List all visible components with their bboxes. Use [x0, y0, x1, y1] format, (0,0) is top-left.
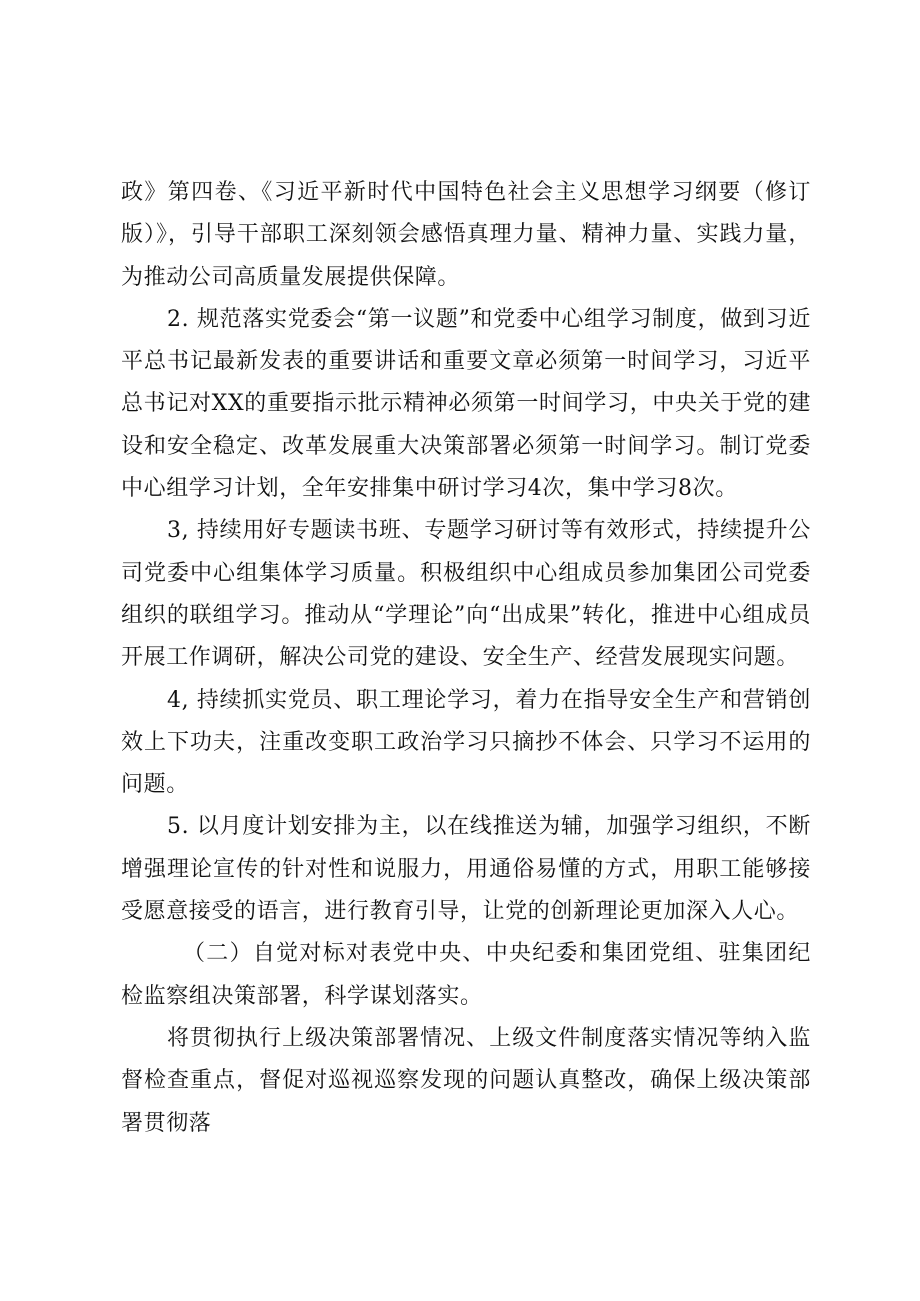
- section-heading: （二）自觉对标对表党中央、中央纪委和集团党组、驻集团纪检监察组决策部署，科学谋划落实。: [121, 941, 811, 1009]
- paragraph-item-5: 5. 以月度计划安排为主，以在线推送为辅，加强学习组织，不断增强理论宣传的针对性和说服力，用通俗易懂的方式，用职工能够接受愿意接受的语言，进行教育引导，让党的创新理论更加深入人心。: [121, 814, 811, 925]
- paragraph-item-2: 2. 规范落实党委会“第一议题”和党委中心组学习制度，做到习近平总书记最新发表的重要讲话和重要文章必须第一时间学习，习近平总书记对XX的重要指示批示精神必须第一时间学习，中央关于党的建设和安全稳定、改革发展重大决策部署必须第一时间学习。制订党委中心组学习计划，全年安排集中研讨学习4次，集中学习8次。: [121, 306, 811, 502]
- paragraph-body: 将贯彻执行上级决策部署情况、上级文件制度落实情况等纳入监督检查重点，督促对巡视巡察发现的问题认真整改，确保上级决策部署贯彻落: [121, 1025, 811, 1136]
- paragraph-continuation: 政》第四卷、《习近平新时代中国特色社会主义思想学习纲要（修订版）》，引导干部职工深刻领会感悟真理力量、精神力量、实践力量，为推动公司高质量发展提供保障。: [121, 180, 811, 290]
- paragraph-item-4: 4, 持续抓实党员、职工理论学习，着力在指导安全生产和营销创效上下功夫，注重改变职工政治学习只摘抄不体会、只学习不运用的问题。: [121, 687, 811, 798]
- document-body: [121, 172, 811, 1145]
- paragraph-item-3: 3, 持续用好专题读书班、专题学习研讨等有效形式，持续提升公司党委中心组集体学习质量。积极组织中心组成员参加集团公司党委组织的联组学习。推动从“学理论”向“出成果”转化，推进中心组成员开展工作调研，解决公司党的建设、安全生产、经营发展现实问题。: [121, 518, 811, 671]
